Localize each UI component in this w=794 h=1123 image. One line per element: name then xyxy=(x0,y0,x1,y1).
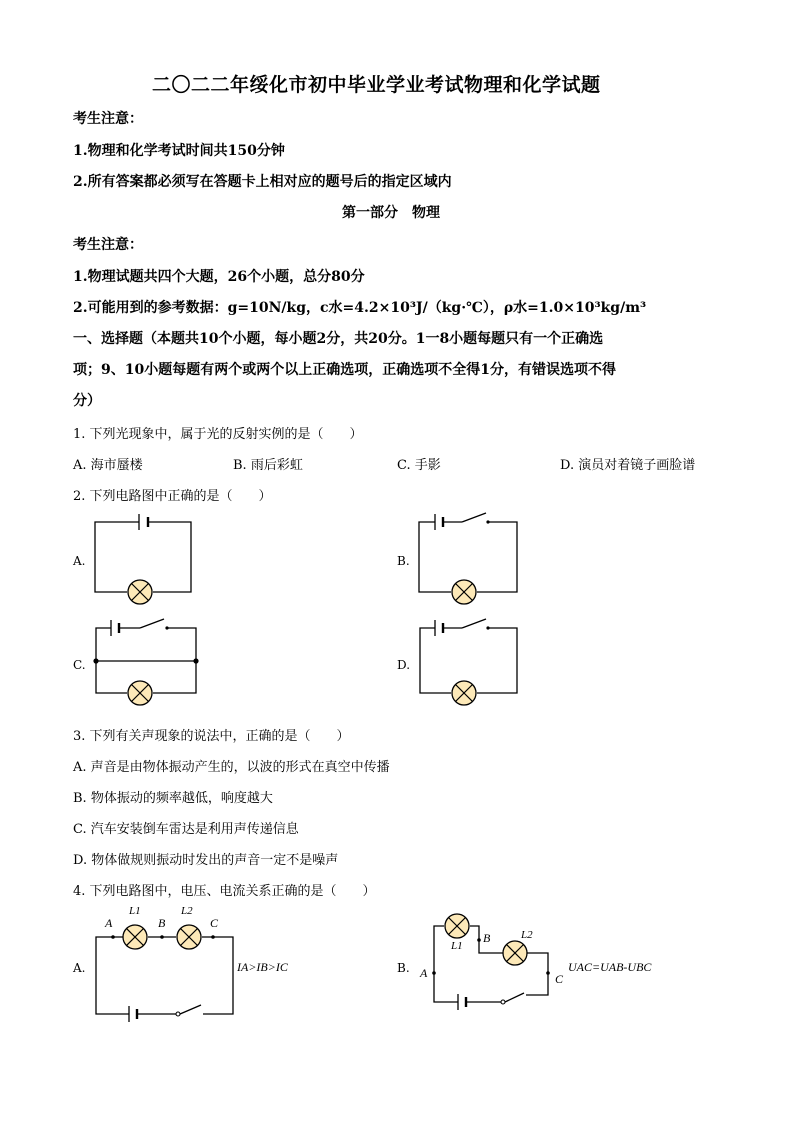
section-instructions: 分） xyxy=(73,393,101,409)
lamp-label: L2 xyxy=(181,905,193,917)
option-d: D. 演员对着镜子画脸谱 xyxy=(560,458,696,473)
question-stem: 3. 下列有关声现象的说法中，正确的是（ ） xyxy=(73,729,350,744)
point-label: B xyxy=(483,931,491,945)
notice-item: 1.物理试题共四个大题，26个小题，总分80分 xyxy=(73,269,365,285)
option-label-d: D. xyxy=(397,658,411,672)
option-b: B. 物体振动的频率越低，响度越大 xyxy=(73,791,273,806)
voltage-relation: UAC=UAB-UBC xyxy=(568,960,652,974)
notice-heading: 考生注意： xyxy=(73,237,143,253)
notice-heading: 考生注意： xyxy=(73,111,143,127)
point-label: A xyxy=(105,916,113,930)
option-label-c: C. xyxy=(73,658,86,672)
section-instructions: 一、选择题（本题共10个小题，每小题2分，共20分。1一8小题每题只有一个正确选 xyxy=(73,331,604,347)
point-label: C xyxy=(210,916,219,930)
lamp-icon xyxy=(503,941,527,965)
option-c: C. 手影 xyxy=(397,458,441,473)
reference-data: 2.可能用到的参考数据：g=10N/kg，c水=4.2×10³J/（kg·℃），ρ水=1.0×10³kg/m³ xyxy=(73,300,647,316)
point-label: A xyxy=(420,966,428,980)
point-label: B xyxy=(158,916,166,930)
option-a: A. 声音是由物体振动产生的，以波的形式在真空中传播 xyxy=(73,760,390,775)
question-stem: 4. 下列电路图中，电压、电流关系正确的是（ ） xyxy=(73,884,376,899)
option-d: D. 物体做规则振动时发出的声音一定不是噪声 xyxy=(73,853,339,868)
current-relation: IA>IB>IC xyxy=(237,960,288,974)
notice-item: 2.所有答案都必须写在答题卡上相对应的题号后的指定区域内 xyxy=(73,174,452,190)
option-label-b: B. xyxy=(397,554,410,568)
page-title: 二〇二二年绥化市初中毕业学业考试物理和化学试题 xyxy=(152,74,601,96)
part-heading: 第一部分 物理 xyxy=(342,205,440,221)
option-b: B. 雨后彩虹 xyxy=(233,458,303,473)
lamp-label: L2 xyxy=(521,929,533,941)
option-label-b: B. xyxy=(397,961,410,975)
question-stem: 1. 下列光现象中，属于光的反射实例的是（ ） xyxy=(73,427,363,442)
section-instructions: 项；9、10小题每题有两个或两个以上正确选项，正确选项不全得1分，有错误选项不得 xyxy=(73,362,616,378)
option-label-a: A. xyxy=(73,961,86,975)
lamp-label: L1 xyxy=(129,905,141,917)
option-c: C. 汽车安装倒车雷达是利用声传递信息 xyxy=(73,822,299,837)
lamp-icon xyxy=(445,914,469,938)
option-a: A. 海市蜃楼 xyxy=(73,458,143,473)
lamp-label: L1 xyxy=(451,940,463,952)
notice-item: 1.物理和化学考试时间共150分钟 xyxy=(73,143,285,159)
point-label: C xyxy=(555,972,564,986)
option-label-a: A. xyxy=(73,554,86,568)
question-stem: 2. 下列电路图中正确的是（ ） xyxy=(73,489,272,504)
